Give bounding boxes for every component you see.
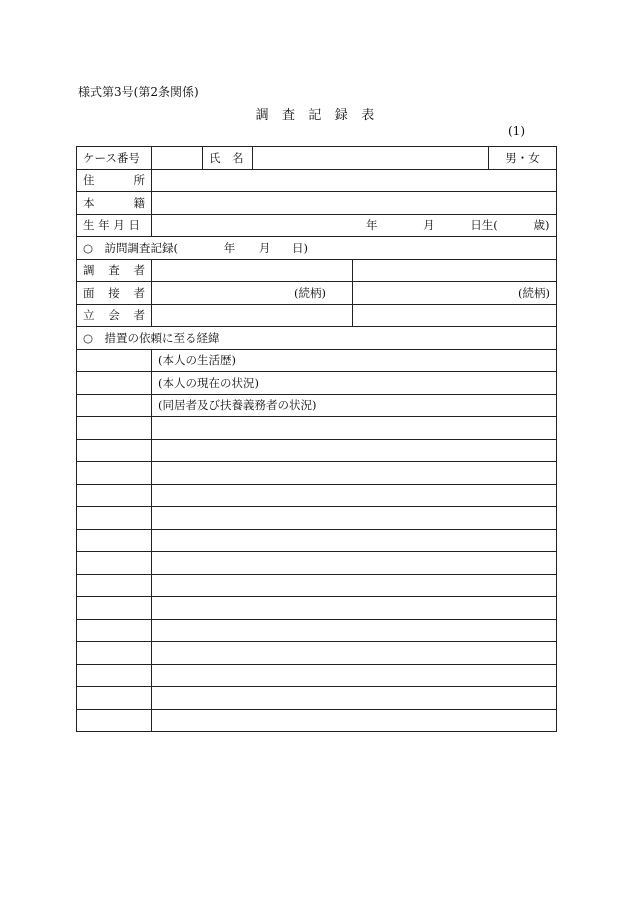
blank-right-cell[interactable] — [152, 439, 557, 462]
background-header: ○ 措置の依頼に至る経緯 — [77, 327, 557, 350]
table-row — [77, 417, 557, 440]
blank-right-cell[interactable] — [152, 529, 557, 552]
blank-left-cell[interactable] — [77, 642, 152, 665]
table-row — [77, 462, 557, 485]
blank-right-cell[interactable] — [152, 642, 557, 665]
case-row — [77, 147, 557, 170]
blank-left-cell[interactable] — [77, 507, 152, 530]
family-situation-field[interactable]: (同居者及び扶養義務者の状況) — [152, 394, 557, 417]
blank-right-cell[interactable] — [152, 507, 557, 530]
table-row — [77, 709, 557, 732]
blank-right-cell[interactable] — [152, 574, 557, 597]
visit-record-row — [77, 237, 557, 260]
blank-left-cell[interactable] — [77, 417, 152, 440]
investigator-row — [77, 259, 557, 282]
blank-left-cell[interactable] — [77, 552, 152, 575]
background-left-cell[interactable] — [77, 349, 152, 372]
page-number: (1) — [508, 124, 525, 138]
blank-left-cell[interactable] — [77, 462, 152, 485]
domicile-row — [77, 192, 557, 215]
table-row — [77, 597, 557, 620]
birth-date-label: 生 年 月 日 — [77, 214, 152, 237]
blank-right-cell[interactable] — [152, 484, 557, 507]
table-row — [77, 574, 557, 597]
investigator-field-2[interactable] — [353, 259, 557, 282]
table-row — [77, 687, 557, 710]
interviewee-row — [77, 282, 557, 305]
table-row — [77, 552, 557, 575]
investigation-record-table — [76, 146, 557, 732]
table-row — [77, 507, 557, 530]
case-number-label: ケース番号 — [77, 147, 152, 170]
table-row — [77, 484, 557, 507]
document-title: 調 査 記 録 表 — [255, 108, 375, 123]
visit-record-header[interactable]: ○ 訪問調査記録( 年 月 日) — [77, 237, 557, 260]
blank-left-cell[interactable] — [77, 597, 152, 620]
current-situation-row — [77, 372, 557, 395]
blank-right-cell[interactable] — [152, 462, 557, 485]
life-history-row — [77, 349, 557, 372]
table-row — [77, 619, 557, 642]
witness-row — [77, 304, 557, 327]
investigator-field-1[interactable] — [152, 259, 353, 282]
interviewee-field-1[interactable]: (続柄) — [152, 282, 353, 305]
background-left-cell[interactable] — [77, 394, 152, 417]
birth-date-field[interactable]: 年 月 日生( 歳) — [152, 214, 557, 237]
domicile-field[interactable] — [152, 192, 557, 215]
table-row — [77, 439, 557, 462]
blank-left-cell[interactable] — [77, 619, 152, 642]
table-row — [77, 664, 557, 687]
blank-left-cell[interactable] — [77, 709, 152, 732]
address-row — [77, 169, 557, 192]
blank-left-cell[interactable] — [77, 664, 152, 687]
name-label: 氏 名 — [203, 147, 253, 170]
witness-label: 立 会 者 — [77, 304, 152, 327]
blank-left-cell[interactable] — [77, 484, 152, 507]
blank-right-cell[interactable] — [152, 709, 557, 732]
blank-right-cell[interactable] — [152, 552, 557, 575]
form-caption: 様式第3号(第2条関係) — [78, 85, 199, 99]
blank-right-cell[interactable] — [152, 597, 557, 620]
address-field[interactable] — [152, 169, 557, 192]
birth-row — [77, 214, 557, 237]
blank-left-cell[interactable] — [77, 529, 152, 552]
address-label: 住 所 — [77, 169, 152, 192]
blank-right-cell[interactable] — [152, 687, 557, 710]
blank-right-cell[interactable] — [152, 417, 557, 440]
table-row — [77, 642, 557, 665]
case-number-field[interactable] — [152, 147, 203, 170]
blank-left-cell[interactable] — [77, 687, 152, 710]
background-left-cell[interactable] — [77, 372, 152, 395]
blank-right-cell[interactable] — [152, 664, 557, 687]
domicile-label: 本 籍 — [77, 192, 152, 215]
name-field[interactable] — [253, 147, 489, 170]
table-row — [77, 529, 557, 552]
family-situation-row — [77, 394, 557, 417]
life-history-field[interactable]: (本人の生活歴) — [152, 349, 557, 372]
blank-left-cell[interactable] — [77, 439, 152, 462]
investigator-label: 調 査 者 — [77, 259, 152, 282]
blank-left-cell[interactable] — [77, 574, 152, 597]
background-header-row — [77, 327, 557, 350]
witness-field-2[interactable] — [353, 304, 557, 327]
gender-field[interactable]: 男・女 — [489, 147, 557, 170]
current-situation-field[interactable]: (本人の現在の状況) — [152, 372, 557, 395]
interviewee-field-2[interactable]: (続柄) — [353, 282, 557, 305]
witness-field-1[interactable] — [152, 304, 353, 327]
blank-right-cell[interactable] — [152, 619, 557, 642]
interviewee-label: 面 接 者 — [77, 282, 152, 305]
